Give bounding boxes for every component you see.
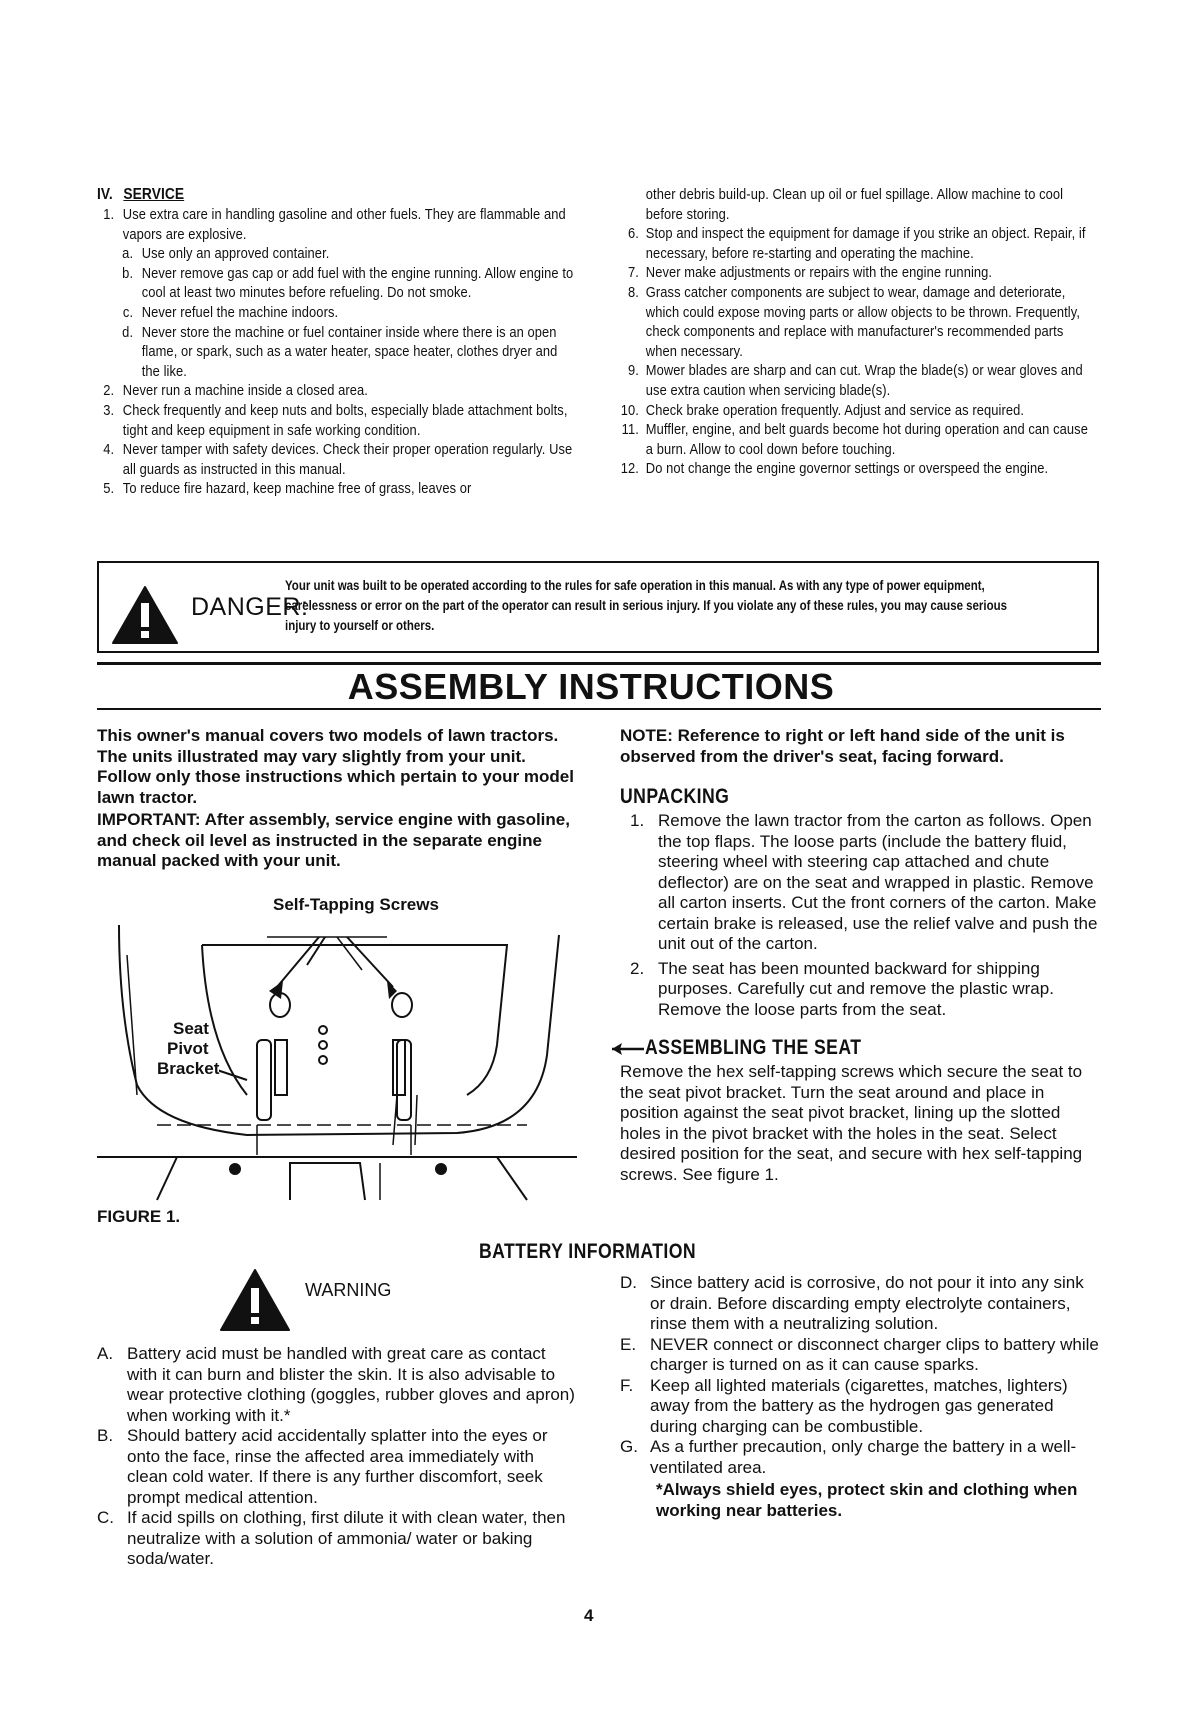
service-item: 4. Never tamper with safety devices. Check their proper operation regularly. Use all guards as instructed in this manual. [103, 441, 573, 478]
battery-item: E. NEVER connect or disconnect charger clips to battery while charger is turned on as it can cause sparks. [620, 1334, 1099, 1374]
service-item: 10. Check brake operation frequently. Adjust and service as required. [620, 401, 1025, 419]
page-title: ASSEMBLY INSTRUCTIONS [347, 666, 835, 707]
divider [97, 708, 1101, 710]
danger-text: Your unit was built to be operated according to the rules for safe operation in this manual. As with any type of power equipment, carelessness or error on the part of the operator can result in serious injury. If you violate any of these rules, you may cause serious injury to yourself or others. [285, 577, 1007, 633]
intro-right [620, 726, 1100, 1185]
battery-item: C. If acid spills on clothing, first dilute it with clean water, then neutralize with a solution of ammonia/ water or baking soda/water. [97, 1508, 566, 1568]
service-item: 6. Stop and inspect the equipment for damage if you strike an object. Repair, if necessary, before re-starting and operating the machine. [627, 225, 1086, 262]
page-number: 4 [584, 1606, 594, 1625]
battery-item: G. As a further precaution, only charge the battery in a well-ventilated area. [620, 1437, 1077, 1477]
note-paragraph: NOTE: Reference to right or left hand side of the unit is observed from the driver's seat, facing forward. [620, 726, 1065, 766]
unpacking-item: 1. Remove the lawn tractor from the carton as follows. Open the top flaps. The loose parts (include the battery fluid, steering wheel with steering cap attached and chute deflector) are on the seat and wrapped in plastic. Remove all carton inserts. Cut the front corners of the carton. Make certain brake is released, use the relief valve and push the unit out of the carton. [630, 811, 1098, 953]
important-paragraph: IMPORTANT: After assembly, service engine with gasoline, and check oil level as instructed in the separate engine manual packed with your unit. [97, 810, 570, 870]
battery-item: D. Since battery acid is corrosive, do not pour it into any sink or drain. Before discarding empty electrolyte containers, rinse them with a neutralizing solution. [620, 1273, 1084, 1333]
service-item: 3. Check frequently and keep nuts and bolts, especially blade attachment bolts, tight and keep equipment in safe working condition. [103, 401, 568, 439]
service-item: 9. Mower blades are sharp and can cut. Wrap the blade(s) or wear gloves and use extra caution when servicing blade(s). [627, 362, 1083, 399]
service-subitem: d. Never store the machine or fuel container inside where there is an open flame, or spark, such as a water heater, space heater, clothes dryer and the like. [122, 323, 558, 380]
intro-left [97, 726, 577, 872]
figure-label-bracket-1: Seat [173, 1019, 209, 1038]
service-item: 5. To reduce fire hazard, keep machine free of grass, leaves or [103, 480, 472, 498]
service-item: 12. Do not change the engine governor settings or overspeed the engine. [620, 460, 1049, 478]
service-subitem: a. Use only an approved container. [122, 245, 330, 263]
divider [97, 662, 1101, 665]
arrow-left-icon [610, 1042, 644, 1056]
service-item: 11. Muffler, engine, and belt guards become hot during operation and can cause a burn. Allow to cool down before touching. [621, 421, 1088, 458]
assembling-seat-heading: ASSEMBLING THE SEAT [645, 1036, 862, 1059]
service-item: 1. Use extra care in handling gasoline and other fuels. They are flammable and vapors are explosive. [103, 206, 566, 243]
figure-label-bracket-3: Bracket [157, 1059, 220, 1078]
warning-triangle-icon [111, 585, 179, 645]
battery-left [97, 1262, 577, 1570]
battery-item: A. Battery acid must be handled with great care as contact with it can burn and blister the skin. It is also advisable to wear protective clothing (goggles, rubber gloves and apron) when working with it.* [97, 1344, 575, 1425]
unpacking-item: 2. The seat has been mounted backward for shipping purposes. Carefully cut and remove the plastic wrap. Remove the loose parts from the seat. [630, 958, 1054, 1019]
service-item: 7. Never make adjustments or repairs with the engine running. [627, 264, 993, 282]
battery-list-left [97, 1344, 577, 1570]
unpacking-list [620, 811, 1100, 1020]
warning-triangle-icon [219, 1268, 291, 1332]
intro-paragraph: This owner's manual covers two models of lawn tractors. The units illustrated may vary slightly from your unit. Follow only those instructions which pertain to your model lawn tractor. [97, 726, 574, 807]
service-right-column [620, 185, 1098, 479]
battery-right [620, 1273, 1100, 1521]
battery-item: B. Should battery acid accidentally splatter into the eyes or onto the face, rinse the affected area immediately with clean cold water. If there is any further discomfort, seek prompt medical attention. [97, 1426, 548, 1507]
figure-label-screws: Self-Tapping Screws [273, 895, 439, 914]
danger-notice [97, 561, 1099, 653]
battery-footnote: *Always shield eyes, protect skin and clothing when working near batteries. [656, 1480, 1078, 1520]
unpacking-heading: UNPACKING [620, 785, 730, 808]
service-heading: SERVICE [123, 186, 185, 203]
figure-label-bracket-2: Pivot [167, 1039, 209, 1058]
service-item: 8. Grass catcher components are subject to wear, damage and deteriorate, which could expose moving parts or allow objects to be thrown. Frequently, check components and replace with manufacturer's recommended parts when necessary. [627, 283, 1080, 360]
battery-heading: BATTERY INFORMATION [479, 1240, 697, 1263]
service-numeral: IV. [97, 186, 113, 203]
warning-label: WARNING [305, 1280, 392, 1300]
battery-list-right [620, 1273, 1100, 1478]
figure-caption: FIGURE 1. [97, 1207, 181, 1226]
assembling-seat-text: Remove the hex self-tapping screws which secure the seat to the seat pivot bracket. Turn the seat around and place in position against the seat pivot bracket, lining up the slotted holes in the pivot bracket with the holes in the seat. Select desired position for the seat, and secure with hex self-tapping screws. See figure 1. [620, 1062, 1083, 1184]
figure-1 [97, 895, 577, 1245]
service-subitem: b. Never remove gas cap or add fuel with the engine running. Allow engine to cool at least two minutes before refueling. Do not smoke. [122, 264, 574, 302]
service-subitem: c. Never refuel the machine indoors. [122, 303, 339, 321]
danger-label: DANGER: [191, 593, 309, 621]
service-left-column [97, 185, 577, 499]
battery-item: F. Keep all lighted materials (cigarettes, matches, lighters) away from the battery as the hydrogen gas generated during charging can be combustible. [620, 1375, 1068, 1436]
service-item: 2. Never run a machine inside a closed area. [103, 382, 368, 400]
service-continuation: other debris build-up. Clean up oil or fuel spillage. Allow machine to cool before storing. [645, 186, 1064, 223]
